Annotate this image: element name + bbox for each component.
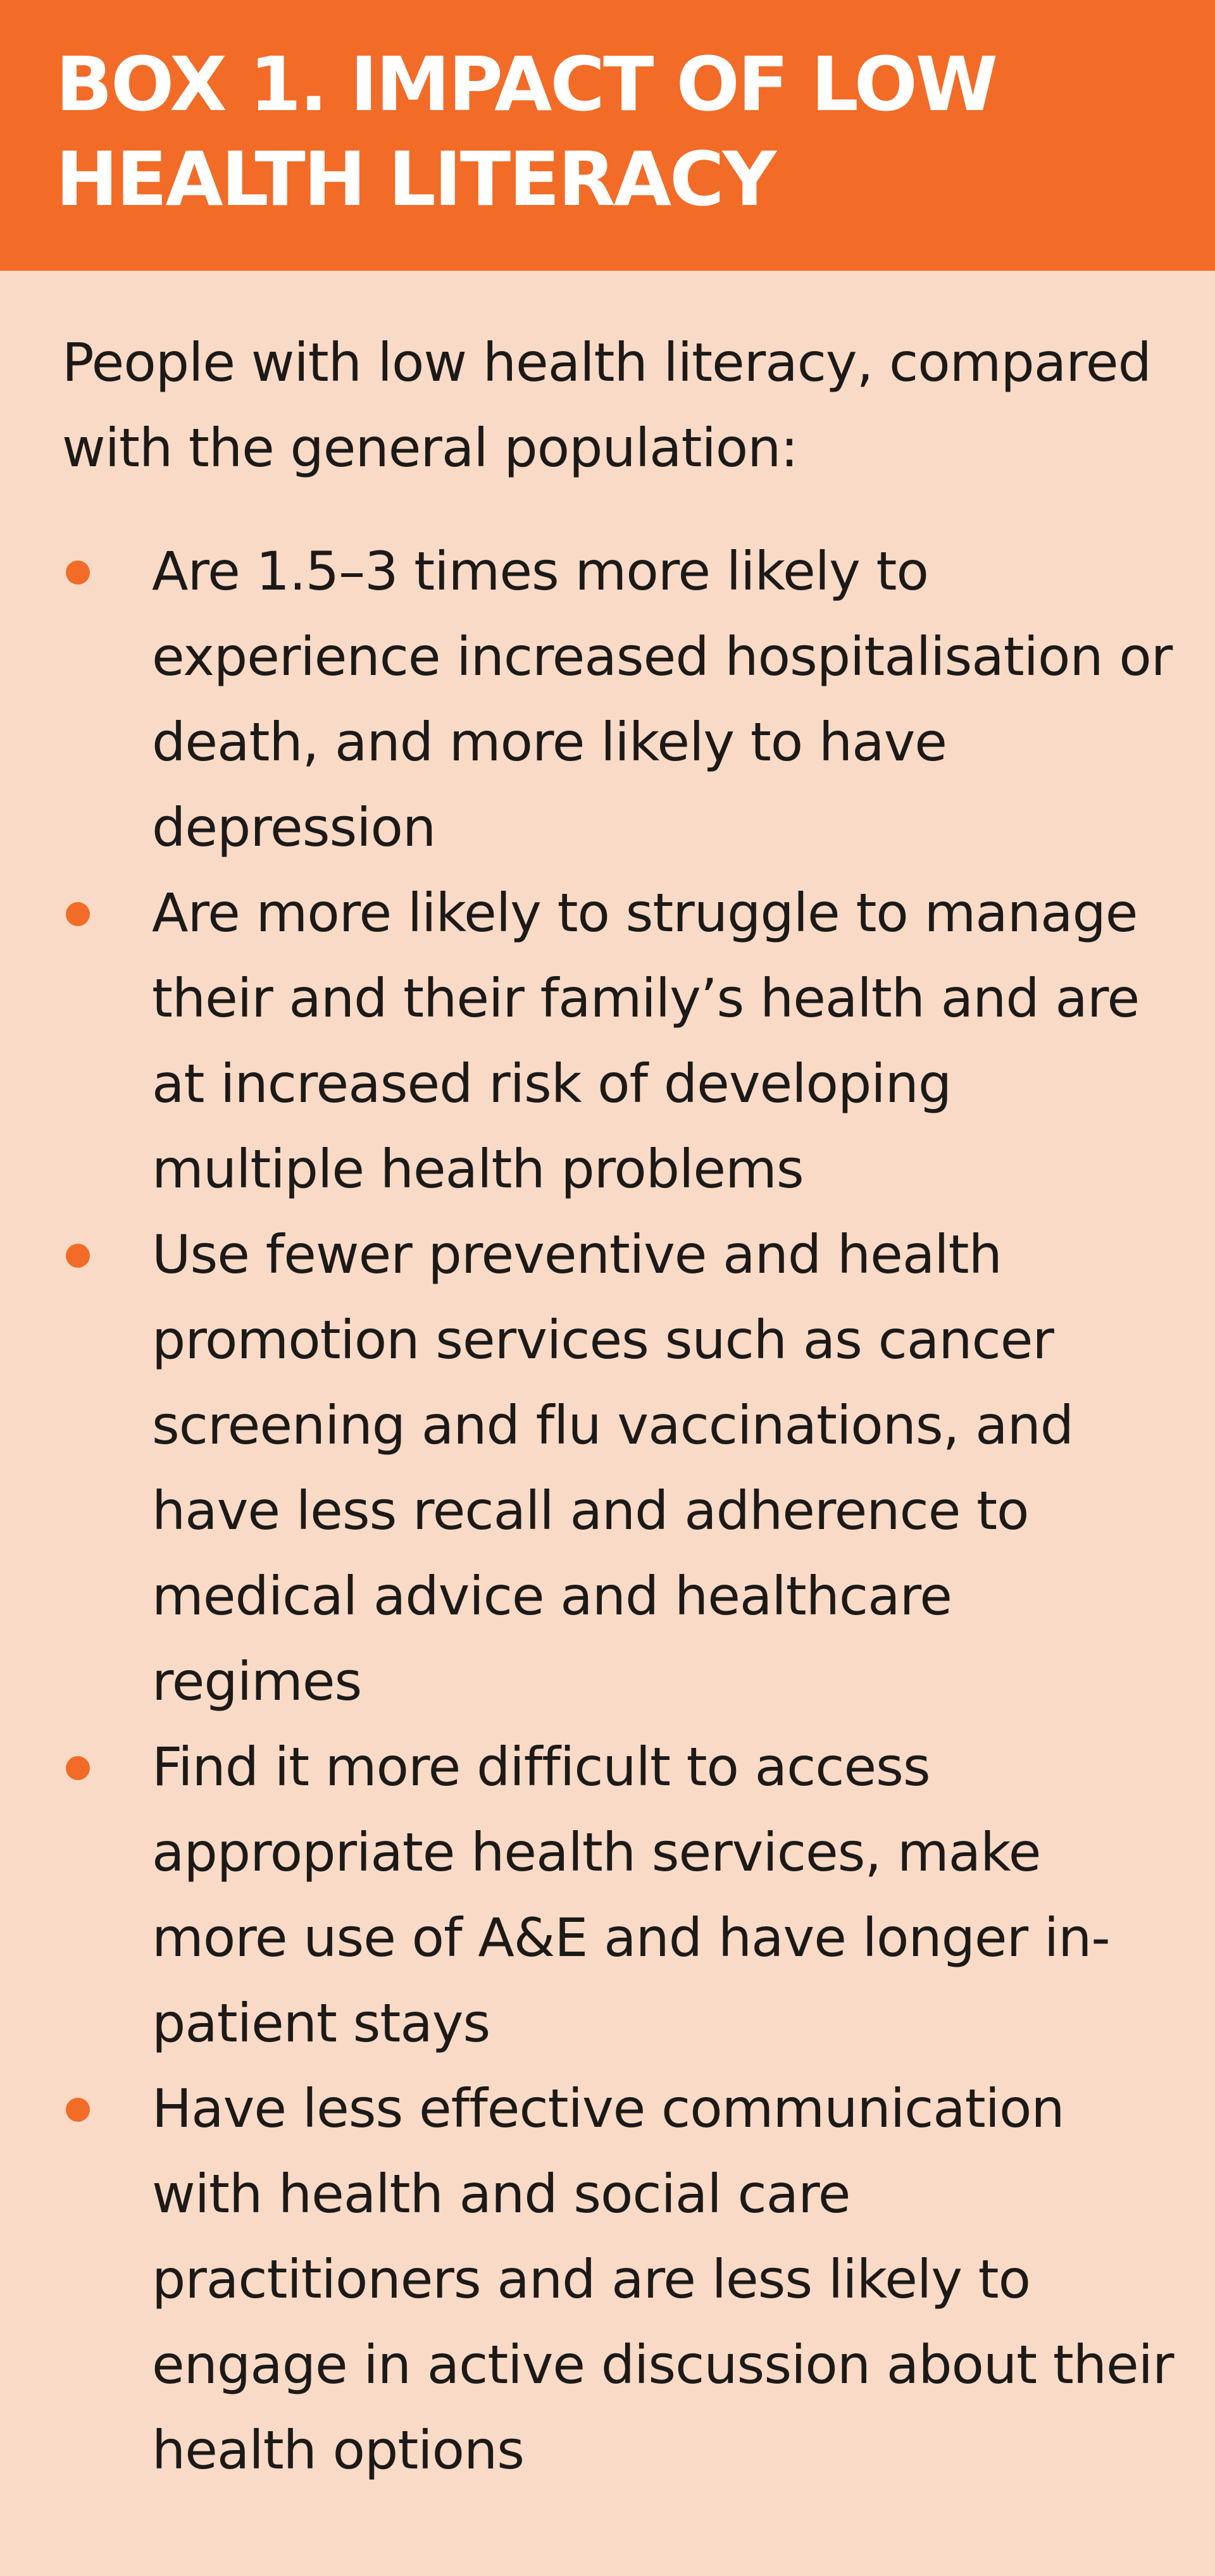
intro-text: People with low health literacy, compared with the general population: (62, 331, 1151, 479)
box-header (0, 0, 1215, 271)
bullet-list (0, 529, 1215, 2493)
bullet-dot-icon (66, 2098, 90, 2122)
bullet-text: Find it more difficult to access appropriate health services, make more use of A&E and have longer in-patient stays (152, 1736, 1110, 2054)
bullet-text: Are more likely to struggle to manage their and their family’s health and are at increased risk of developing multiple health problems (152, 882, 1140, 1200)
bullet-text: Are 1.5–3 times more likely to experience increased hospitalisation or death, and more likely to have depression (152, 540, 1173, 858)
bullet-text: Have less effective communication with health and social care practitioners and are less likely to engage in active discussion about their health options (152, 2078, 1174, 2481)
bullet-dot-icon (66, 902, 90, 926)
bullet-dot-icon (66, 1244, 90, 1268)
bullet-text: Use fewer preventive and health promotion services such as cancer screening and flu vaccinations, and have less recall and adherence to medical advice and healthcare regimes (152, 1223, 1074, 1712)
bullet-item (0, 1725, 1215, 2066)
bullet-dot-icon (66, 1756, 90, 1780)
bullet-item (0, 870, 1215, 1212)
bullet-item (0, 1212, 1215, 1725)
bullet-item (0, 2066, 1215, 2493)
bullet-dot-icon (66, 560, 90, 585)
box-title: BOX 1. IMPACT OF LOW HEALTH LITERACY (56, 40, 997, 223)
bullet-item (0, 529, 1215, 870)
